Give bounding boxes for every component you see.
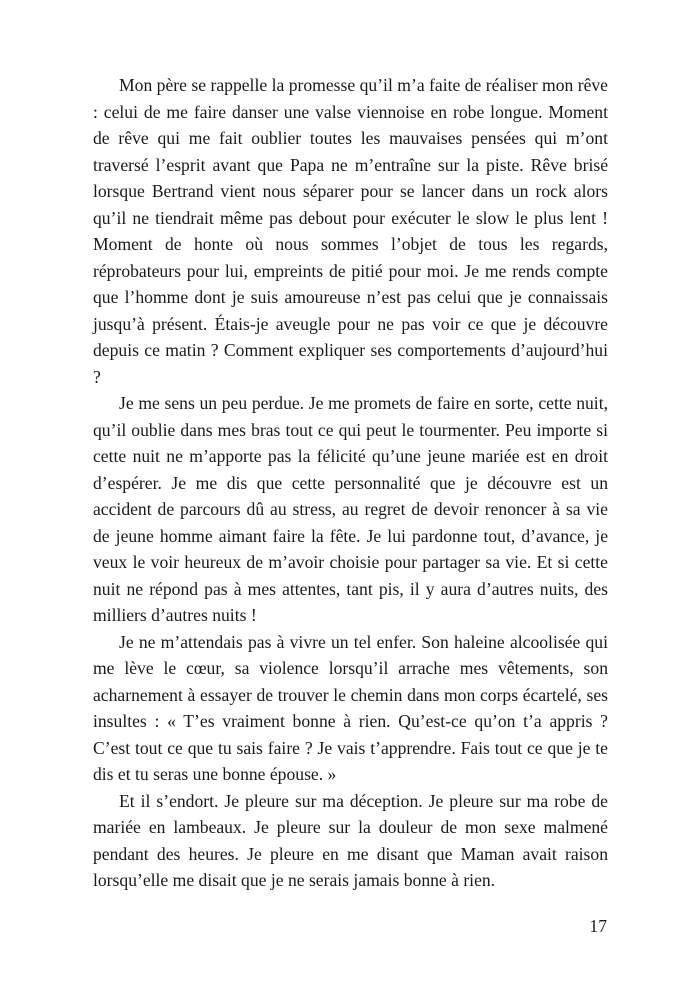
- page-number: 17: [589, 916, 607, 936]
- body-text: [93, 72, 608, 894]
- paragraph-1: Mon père se rappelle la promesse qu’il m’a faite de réaliser mon rêve : celui de me faire danser une valse viennoise en robe longue. Moment de rêve qui me fait oublier toutes les mauvaises pensées qui m’ont traversé l’esprit avant que Papa ne m’entraîne sur la piste. Rêve brisé lorsque Bertrand vient nous séparer pour se lancer dans un rock alors qu’il ne tiendrait même pas debout pour exécuter le slow le plus lent ! Moment de honte où nous sommes l’objet de tous les regards, réprobateurs pour lui, empreints de pitié pour moi. Je me rends compte que l’homme dont je suis amoureuse n’est pas celui que je connaissais jusqu’à présent. Étais-je aveugle pour ne pas voir ce que je découvre depuis ce matin ? Comment expliquer ses comportements d’aujourd’hui ?: [93, 75, 608, 387]
- paragraph-4: Et il s’endort. Je pleure sur ma déception. Je pleure sur ma robe de mariée en lambeaux. Je pleure sur la douleur de mon sexe malmené pendant des heures. Je pleure en me disant que Maman avait raison lorsqu’elle me disait que je ne serais jamais bonne à rien.: [93, 790, 608, 890]
- paragraph-2: Je me sens un peu perdue. Je me promets de faire en sorte, cette nuit, qu’il oublie dans mes bras tout ce qui peut le tourmenter. Peu importe si cette nuit ne m’apporte pas la félicité qu’une jeune mariée est en droit d’espérer. Je me dis que cette personnalité que je découvre est un accident de parcours dû au stress, au regret de devoir renoncer à sa vie de jeune homme aimant faire la fête. Je lui pardonne tout, d’avance, je veux le voir heureux de m’avoir choisie pour partager sa vie. Et si cette nuit ne répond pas à mes attentes, tant pis, il y aura d’autres nuits, des milliers d’autres nuits !: [93, 393, 608, 625]
- paragraph-3: Je ne m’attendais pas à vivre un tel enfer. Son haleine alcoolisée qui me lève le cœur, sa violence lorsqu’il arrache mes vêtements, son acharnement à essayer de trouver le chemin dans mon corps écartelé, ses insultes : « T’es vraiment bonne à rien. Qu’est-ce qu’on t’a appris ? C’est tout ce que tu sais faire ? Je vais t’apprendre. Fais tout ce que je te dis et tu seras une bonne épouse. »: [93, 631, 608, 784]
